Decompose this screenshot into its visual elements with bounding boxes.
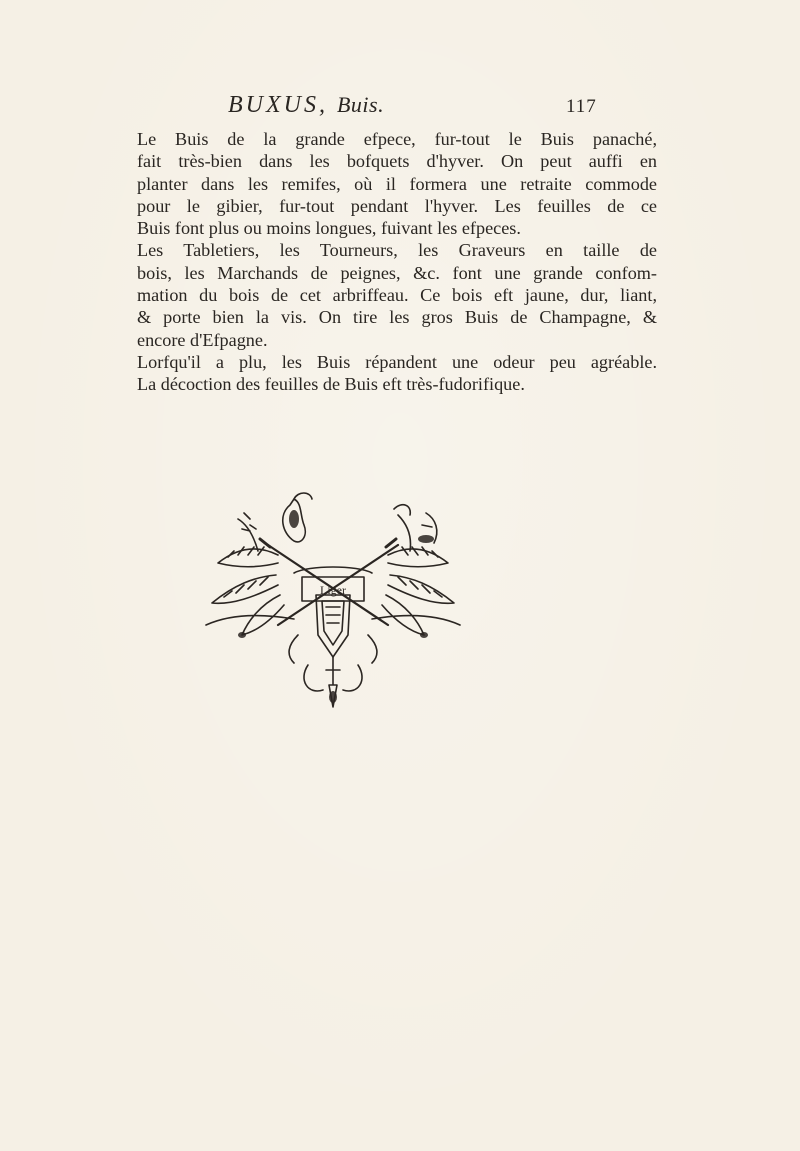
running-title-main: BUXUS, [228,92,328,118]
running-title-sub: Buis. [336,92,385,117]
text-line: Les Tabletiers, les Tourneurs, les Graveurs en taille de [137,240,657,261]
text-line: planter dans les remifes, où il formera une retraite commode [137,173,657,194]
text-line: mation du bois de cet arbriffeau. Ce bois eft jaune, dur, liant, [137,285,657,306]
text-line: & porte bien la vis. On tire les gros Buis de Champagne, & [137,307,657,328]
running-header [0,92,800,122]
text-line: Buis font plus ou moins longues, fuivant les efpeces. [137,218,521,239]
text-line: pour le gibier, fur-tout pendant l'hyver. Les feuilles de ce [137,195,657,216]
text-line: Le Buis de la grande efpece, fur-tout le Buis panaché, [137,129,657,149]
body-text [137,128,657,396]
text-line: Lorfqu'il a plu, les Buis répandent une odeur peu agréable. [137,351,657,372]
text-line: La décoction des feuilles de Buis eft très-fudorifique. [137,374,525,395]
text-line: encore d'Efpagne. [137,329,268,350]
page-number: 117 [566,96,597,117]
running-title [228,92,384,119]
tailpiece-vignette [198,485,468,720]
text-line: bois, les Marchands de peignes, &c. font une grande confom- [137,262,657,283]
engraved-ornament-icon [198,485,468,720]
ornament-inscription: Liger [320,583,346,597]
text-line: fait très-bien dans les bofquets d'hyver. On peut auffi en [137,151,657,172]
